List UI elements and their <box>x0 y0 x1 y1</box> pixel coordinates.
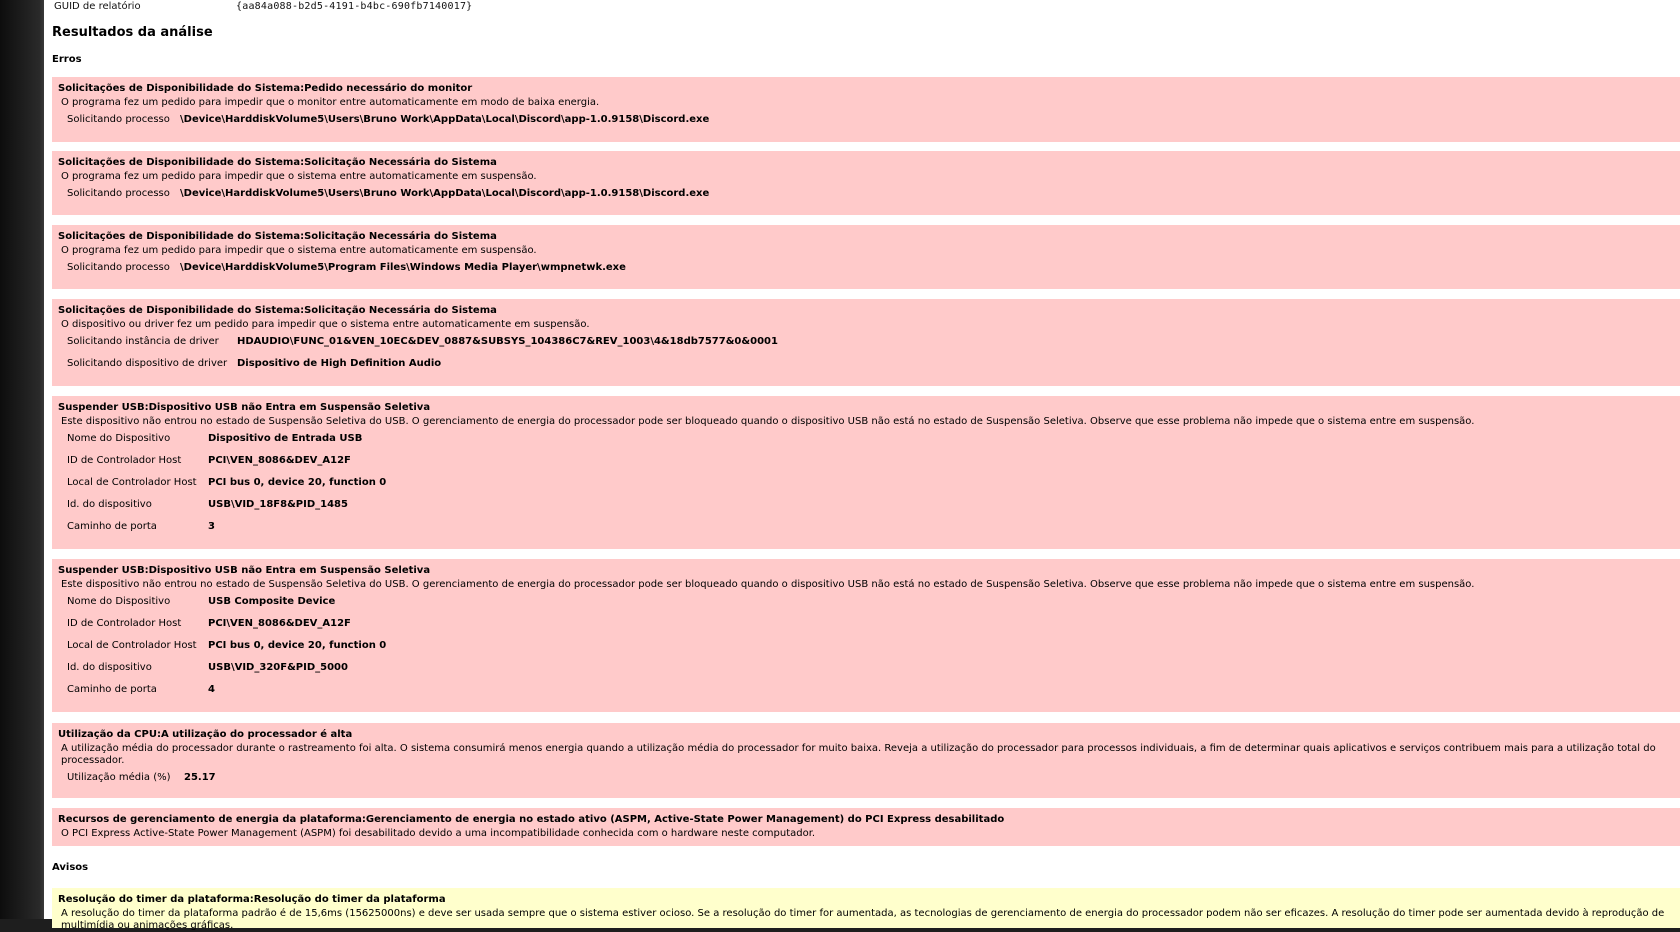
detail-row <box>58 472 1680 494</box>
error-title: Utilização da CPU:A utilização do processador é alta <box>58 729 353 740</box>
detail-key: ID de Controlador Host <box>67 618 182 629</box>
detail-row <box>58 635 1680 657</box>
detail-row <box>58 767 1680 789</box>
left-window-edge <box>0 0 44 919</box>
detail-key: Nome do Dispositivo <box>67 433 171 444</box>
detail-row <box>58 657 1680 679</box>
error-item <box>52 559 1680 712</box>
report-guid-label: GUID de relatório <box>54 1 141 12</box>
detail-key: Solicitando dispositivo de driver <box>67 358 228 369</box>
detail-key: Solicitando processo <box>67 188 170 199</box>
detail-value: Dispositivo de High Definition Audio <box>237 358 442 369</box>
detail-value: USB\VID_320F&PID_5000 <box>208 662 348 673</box>
detail-row <box>58 109 1680 131</box>
error-item <box>52 396 1680 549</box>
detail-row <box>58 450 1680 472</box>
warning-item <box>52 888 1680 931</box>
error-item <box>52 808 1680 846</box>
error-item <box>52 225 1680 289</box>
detail-row <box>58 257 1680 279</box>
error-description: Este dispositivo não entrou no estado de Suspensão Seletiva do USB. O gerenciamento de energia do processador pode ser bloqueado quando o dispositivo USB não está no estado de Suspensão Seletiva. Observe que esse problema não impede que o sistema entre em suspensão. <box>61 416 1475 427</box>
detail-value: \Device\HarddiskVolume5\Users\Bruno Work\AppData\Local\Discord\app-1.0.9158\Discord.exe <box>180 188 710 199</box>
errors-heading: Erros <box>52 54 82 65</box>
detail-row <box>58 516 1680 538</box>
detail-key: Caminho de porta <box>67 521 157 532</box>
warnings-heading: Avisos <box>52 862 89 873</box>
error-description: O dispositivo ou driver fez um pedido para impedir que o sistema entre automaticamente em suspensão. <box>61 319 590 330</box>
detail-key: ID de Controlador Host <box>67 455 182 466</box>
warning-description: A resolução do timer da plataforma padrão é de 15,6ms (15625000ns) e deve ser usada sempre que o sistema estiver ocioso. Se a resolução do timer for aumentada, as tecnologias de gerenciamento de energia do processador podem não ser eficazes. A resolução do timer pode ser aumentada devido à reprodução de multimídia ou animações gráficas. <box>61 908 1665 931</box>
error-description: O programa fez um pedido para impedir que o monitor entre automaticamente em modo de baixa energia. <box>61 97 600 108</box>
detail-key: Nome do Dispositivo <box>67 596 171 607</box>
error-description: Este dispositivo não entrou no estado de Suspensão Seletiva do USB. O gerenciamento de energia do processador pode ser bloqueado quando o dispositivo USB não está no estado de Suspensão Seletiva. Observe que esse problema não impede que o sistema entre em suspensão. <box>61 579 1475 590</box>
error-item <box>52 723 1680 798</box>
detail-row <box>58 494 1680 516</box>
detail-row <box>58 331 1680 353</box>
detail-key: Caminho de porta <box>67 684 157 695</box>
detail-value: USB\VID_18F8&PID_1485 <box>208 499 348 510</box>
detail-value: PCI\VEN_8086&DEV_A12F <box>208 618 351 629</box>
detail-value: Dispositivo de Entrada USB <box>208 433 363 444</box>
error-title: Suspender USB:Dispositivo USB não Entra em Suspensão Seletiva <box>58 565 431 576</box>
detail-value: \Device\HarddiskVolume5\Program Files\Windows Media Player\wmpnetwk.exe <box>180 262 626 273</box>
detail-value: \Device\HarddiskVolume5\Users\Bruno Work\AppData\Local\Discord\app-1.0.9158\Discord.exe <box>180 114 710 125</box>
detail-row <box>58 591 1680 613</box>
detail-row <box>58 353 1680 375</box>
detail-value: PCI bus 0, device 20, function 0 <box>208 640 387 651</box>
detail-key: Id. do dispositivo <box>67 662 152 673</box>
error-item <box>52 151 1680 215</box>
error-description: O programa fez um pedido para impedir que o sistema entre automaticamente em suspensão. <box>61 171 537 182</box>
error-title: Solicitações de Disponibilidade do Sistema:Solicitação Necessária do Sistema <box>58 305 497 316</box>
detail-key: Local de Controlador Host <box>67 640 197 651</box>
detail-value: HDAUDIO\FUNC_01&VEN_10EC&DEV_0887&SUBSYS_104386C7&REV_1003\4&18db7577&0&0001 <box>237 336 778 347</box>
detail-key: Solicitando instância de driver <box>67 336 219 347</box>
error-title: Suspender USB:Dispositivo USB não Entra em Suspensão Seletiva <box>58 402 431 413</box>
detail-value: 4 <box>208 684 215 695</box>
detail-value: PCI\VEN_8086&DEV_A12F <box>208 455 351 466</box>
detail-row <box>58 679 1680 701</box>
detail-key: Utilização média (%) <box>67 772 171 783</box>
detail-key: Solicitando processo <box>67 262 170 273</box>
warning-title: Resolução do timer da plataforma:Resolução do timer da plataforma <box>58 894 446 905</box>
error-title: Solicitações de Disponibilidade do Sistema:Solicitação Necessária do Sistema <box>58 157 497 168</box>
detail-value: USB Composite Device <box>208 596 336 607</box>
report-guid-row <box>54 0 472 13</box>
detail-value: 3 <box>208 521 215 532</box>
detail-key: Local de Controlador Host <box>67 477 197 488</box>
error-title: Recursos de gerenciamento de energia da plataforma:Gerenciamento de energia no estado ativo (ASPM, Active-State Power Management) do PCI Express desabilitado <box>58 814 1005 825</box>
detail-row <box>58 183 1680 205</box>
error-description: A utilização média do processador durante o rastreamento foi alta. O sistema consumirá menos energia quando a utilização média do processador for muito baixa. Reveja a utilização do processador para processos individuais, a fim de determinar quais aplicativos e serviços contribuem mais para a utilização total do processador. <box>61 743 1656 766</box>
detail-value: 25.17 <box>184 772 216 783</box>
detail-key: Id. do dispositivo <box>67 499 152 510</box>
error-item <box>52 77 1680 142</box>
detail-key: Solicitando processo <box>67 114 170 125</box>
report-guid-value: {aa84a088-b2d5-4191-b4bc-690fb7140017} <box>236 1 473 12</box>
detail-row <box>58 428 1680 450</box>
error-title: Solicitações de Disponibilidade do Sistema:Solicitação Necessária do Sistema <box>58 231 497 242</box>
analysis-results-heading: Resultados da análise <box>52 25 213 40</box>
energy-report-page <box>44 0 1680 931</box>
error-description: O programa fez um pedido para impedir que o sistema entre automaticamente em suspensão. <box>61 245 537 256</box>
error-item <box>52 299 1680 386</box>
error-description: O PCI Express Active-State Power Management (ASPM) foi desabilitado devido a uma incompatibilidade conhecida com o hardware neste computador. <box>61 828 816 839</box>
error-title: Solicitações de Disponibilidade do Sistema:Pedido necessário do monitor <box>58 83 473 94</box>
detail-value: PCI bus 0, device 20, function 0 <box>208 477 387 488</box>
detail-row <box>58 613 1680 635</box>
